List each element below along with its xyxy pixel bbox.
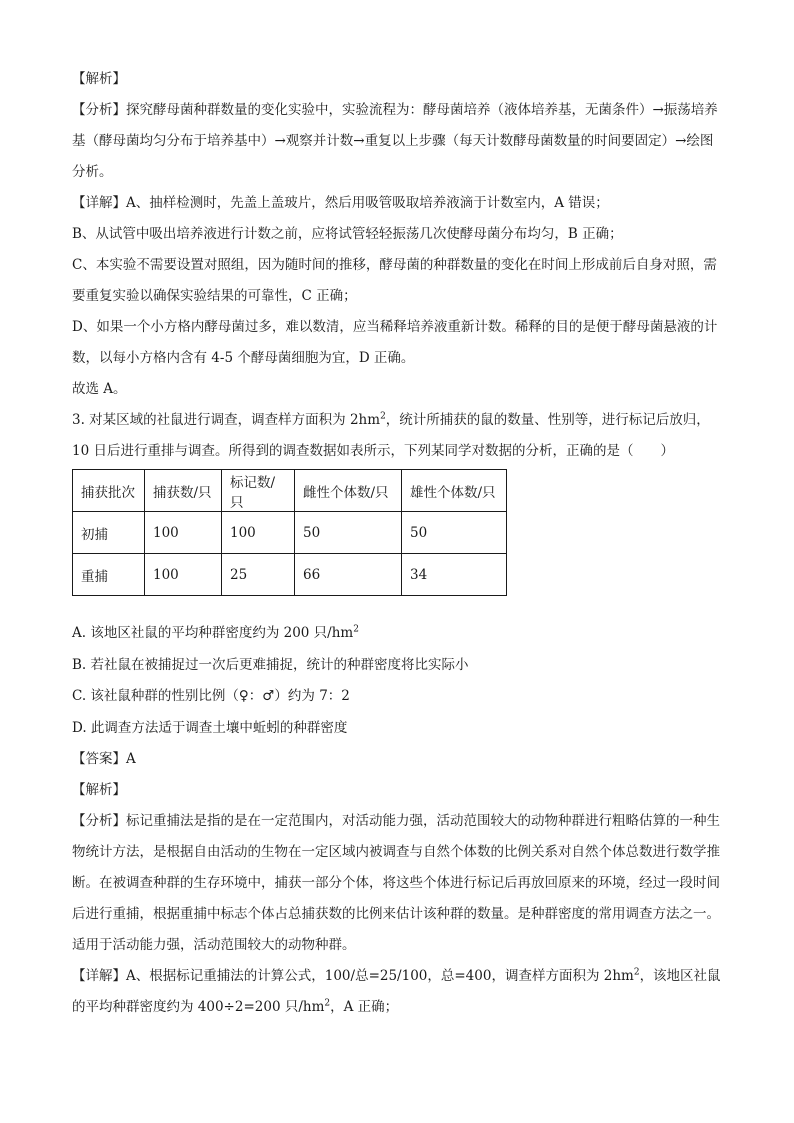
analysis-label: 【分析】	[72, 813, 126, 829]
analysis-heading-2: 【解析】	[72, 782, 126, 798]
table-header-row	[73, 470, 507, 512]
table-cell: 初捕	[73, 512, 145, 554]
conclusion: 故选 A。	[72, 381, 127, 397]
option-a: A. 该地区社鼠的平均种群密度约为 200 只$/hm^2$	[72, 624, 359, 641]
table-header-cell: 标记数/只	[222, 470, 295, 512]
analysis-paragraph	[72, 95, 724, 188]
table-row	[73, 554, 507, 596]
question-3-stem: 3. 对某区域的社鼠进行调查，调查样方面积为 $2hm^2$，统计所捕获的鼠的数量、性别等，进行标记后放归，10 日后进行重排与调查。所得到的调查数据如表所示，下列某同学对数据的分析，正确的是（ ）	[72, 411, 710, 459]
survey-data-table	[72, 469, 507, 596]
option-c: C. 该社鼠种群的性别比例（♀：♂）约为 7：2	[72, 688, 350, 704]
table-cell: 100	[145, 554, 222, 596]
answer-value: A	[126, 751, 136, 767]
table-cell: 25	[222, 554, 295, 596]
table-cell: 重捕	[73, 554, 145, 596]
answer-label: 【答案】	[72, 751, 126, 767]
table-cell: 100	[145, 512, 222, 554]
option-d: D. 此调查方法适于调查土壤中蚯蚓的种群密度	[72, 719, 348, 736]
detail-line-a: 【详解】A、抽样检测时，先盖上盖玻片，然后用吸管吸取培养液滴于计数室内，A 错误；	[72, 195, 609, 211]
table-row	[73, 512, 507, 554]
analysis-label: 【分析】	[72, 102, 126, 118]
analysis-text: 标记重捕法是指的是在一定范围内，对活动能力强，活动范围较大的动物种群进行粗略估算的一种生物统计方法，是根据自由活动的生物在一定区域内被调查与自然个体数的比例关系对自然个体总数进行数学推断。在被调查种群的生存环境中，捕获一部分个体，将这些个体进行标记后再放回原来的环境，经过一段时间后进行重捕，根据重捕中标志个体占总捕获数的比例来估计该种群的数量。是种群密度的常用调查方法之一。适用于活动能力强，活动范围较大的动物种群。	[72, 813, 720, 953]
detail-label: 【详解】	[72, 195, 126, 211]
detail-line-d: D、如果一个小方格内酵母菌过多，难以数清，应当稀释培养液重新计数。稀释的目的是便于酵母菌悬液的计数，以每小方格内含有 4-5 个酵母菌细胞为宜，D 正确。	[72, 319, 718, 366]
table-cell: 50	[295, 512, 402, 554]
table-header-cell: 捕获批次	[73, 470, 145, 512]
table-cell: 50	[402, 512, 507, 554]
document-page	[72, 64, 724, 1023]
option-b: B. 若社鼠在被捕捉过一次后更难捕捉，统计的种群密度将比实际小	[72, 656, 469, 673]
table-cell: 34	[402, 554, 507, 596]
table-header-cell: 捕获数/只	[145, 470, 222, 512]
table-cell: 100	[222, 512, 295, 554]
analysis-text: 探究酵母菌种群数量的变化实验中，实验流程为：酵母菌培养（液体培养基，无菌条件）→振荡培养基（酵母菌均匀分布于培养基中）→观察并计数→重复以上步骤（每天计数酵母菌数量的时间要固定）→绘图分析。	[72, 102, 718, 180]
analysis-heading: 【解析】	[72, 71, 126, 87]
detail-line-c: C、本实验不需要设置对照组，因为随时间的推移，酵母菌的种群数量的变化在时间上形成前后自身对照，需要重复实验以确保实验结果的可靠性，C 正确；	[72, 257, 717, 304]
detail-line-b: B、从试管中吸出培养液进行计数之前，应将试管轻轻振荡几次使酵母菌分布均匀，B 正确；	[72, 226, 623, 242]
table-cell: 66	[295, 554, 402, 596]
answer-line	[72, 744, 724, 775]
table-header-cell: 雌性个体数/只	[295, 470, 402, 512]
table-header-cell: 雄性个体数/只	[402, 470, 507, 512]
analysis-paragraph-2	[72, 806, 724, 961]
detail-paragraph-2: 【详解】A、根据标记重捕法的计算公式，100/总=25/100，总=400，调查样方面积为 $2hm^2$，该地区社鼠的平均种群密度约为 400÷2=200 只$/hm^2$，A 正确；	[72, 967, 721, 1015]
detail-label: 【详解】	[72, 968, 126, 984]
